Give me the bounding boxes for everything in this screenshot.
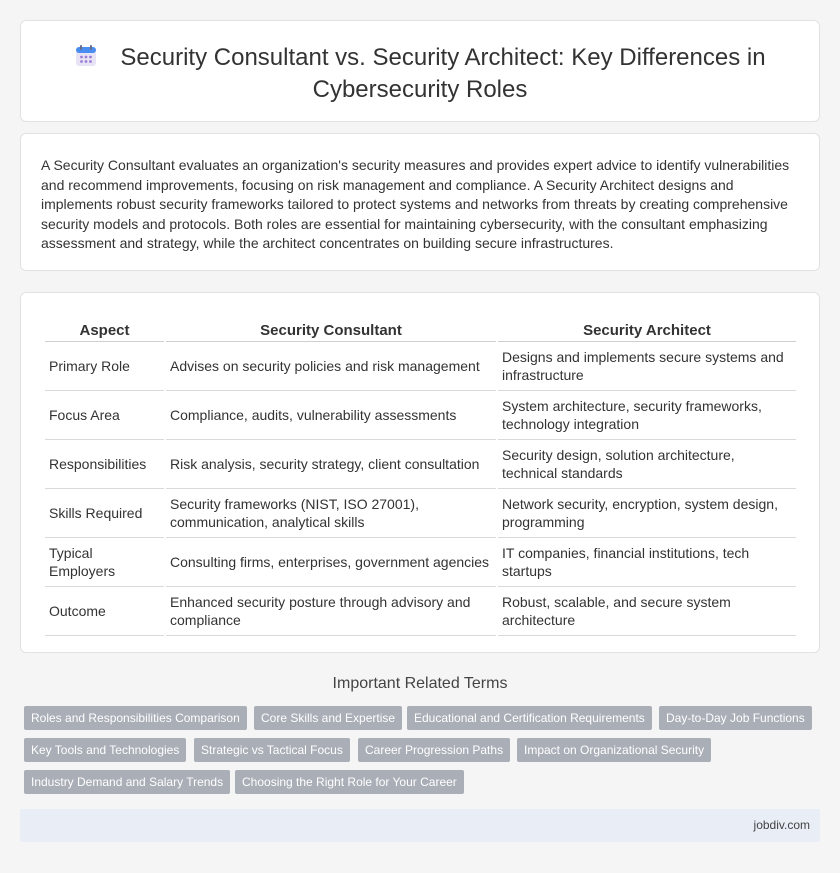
cell-consultant: Risk analysis, security strategy, client consultation bbox=[166, 440, 496, 489]
header-architect: Security Architect bbox=[498, 315, 796, 342]
intro-text: A Security Consultant evaluates an organization's security measures and provides expert advice to identify vulnerabilities and recommend improvements, focusing on risk management and compliance. A Security Architect designs and implements robust security frameworks tailored to protect systems and networks from threats by creating comprehensive security models and protocols. Both roles are essential for maintaining cybersecurity, with the consultant emphasizing assessment and strategy, while the architect concentrates on building secure infrastructures. bbox=[41, 157, 790, 251]
table-row bbox=[45, 489, 796, 538]
page-title-text: Security Consultant vs. Security Architect: Key Differences in Cybersecurity Roles bbox=[120, 44, 766, 103]
cell-architect: Robust, scalable, and secure system architecture bbox=[498, 587, 796, 636]
cell-architect: Security design, solution architecture, technical standards bbox=[498, 440, 796, 489]
cell-aspect: Skills Required bbox=[45, 489, 164, 538]
tag-roles-responsibilities[interactable]: Roles and Responsibilities Comparison bbox=[24, 706, 247, 730]
cell-architect: Designs and implements secure systems and infrastructure bbox=[498, 342, 796, 391]
comparison-table bbox=[43, 315, 798, 636]
footer bbox=[20, 809, 820, 842]
tag-choosing-role[interactable]: Choosing the Right Role for Your Career bbox=[235, 770, 464, 794]
related-terms-title: Important Related Terms bbox=[332, 675, 508, 692]
footer-site-link[interactable]: jobdiv.com bbox=[753, 818, 810, 832]
cell-consultant: Advises on security policies and risk management bbox=[166, 342, 496, 391]
cell-consultant: Consulting firms, enterprises, government agencies bbox=[166, 538, 496, 587]
table-row bbox=[45, 538, 796, 587]
table-header-row bbox=[45, 315, 796, 342]
tag-strategic-tactical[interactable]: Strategic vs Tactical Focus bbox=[194, 738, 350, 762]
cell-architect: System architecture, security frameworks, technology integration bbox=[498, 391, 796, 440]
cell-consultant: Security frameworks (NIST, ISO 27001), communication, analytical skills bbox=[166, 489, 496, 538]
tag-career-progression[interactable]: Career Progression Paths bbox=[358, 738, 510, 762]
cell-consultant: Compliance, audits, vulnerability assessments bbox=[166, 391, 496, 440]
calendar-icon bbox=[74, 44, 98, 75]
tag-core-skills[interactable]: Core Skills and Expertise bbox=[254, 706, 402, 730]
cell-architect: IT companies, financial institutions, tech startups bbox=[498, 538, 796, 587]
cell-consultant: Enhanced security posture through advisory and compliance bbox=[166, 587, 496, 636]
page-title bbox=[21, 43, 819, 104]
cell-architect: Network security, encryption, system design, programming bbox=[498, 489, 796, 538]
tag-tools-technologies[interactable]: Key Tools and Technologies bbox=[24, 738, 186, 762]
table-row bbox=[45, 587, 796, 636]
header-consultant: Security Consultant bbox=[166, 315, 496, 342]
tag-organizational-impact[interactable]: Impact on Organizational Security bbox=[517, 738, 711, 762]
cell-aspect: Outcome bbox=[45, 587, 164, 636]
table-row bbox=[45, 391, 796, 440]
tag-education-certification[interactable]: Educational and Certification Requirements bbox=[407, 706, 652, 730]
intro-card bbox=[20, 133, 820, 271]
comparison-card bbox=[20, 292, 820, 653]
cell-aspect: Responsibilities bbox=[45, 440, 164, 489]
cell-aspect: Typical Employers bbox=[45, 538, 164, 587]
header-aspect: Aspect bbox=[45, 315, 164, 342]
cell-aspect: Focus Area bbox=[45, 391, 164, 440]
tag-day-to-day[interactable]: Day-to-Day Job Functions bbox=[659, 706, 812, 730]
cell-aspect: Primary Role bbox=[45, 342, 164, 391]
table-row bbox=[45, 342, 796, 391]
table-row bbox=[45, 440, 796, 489]
tag-demand-salary[interactable]: Industry Demand and Salary Trends bbox=[24, 770, 230, 794]
header-card bbox=[20, 20, 820, 122]
